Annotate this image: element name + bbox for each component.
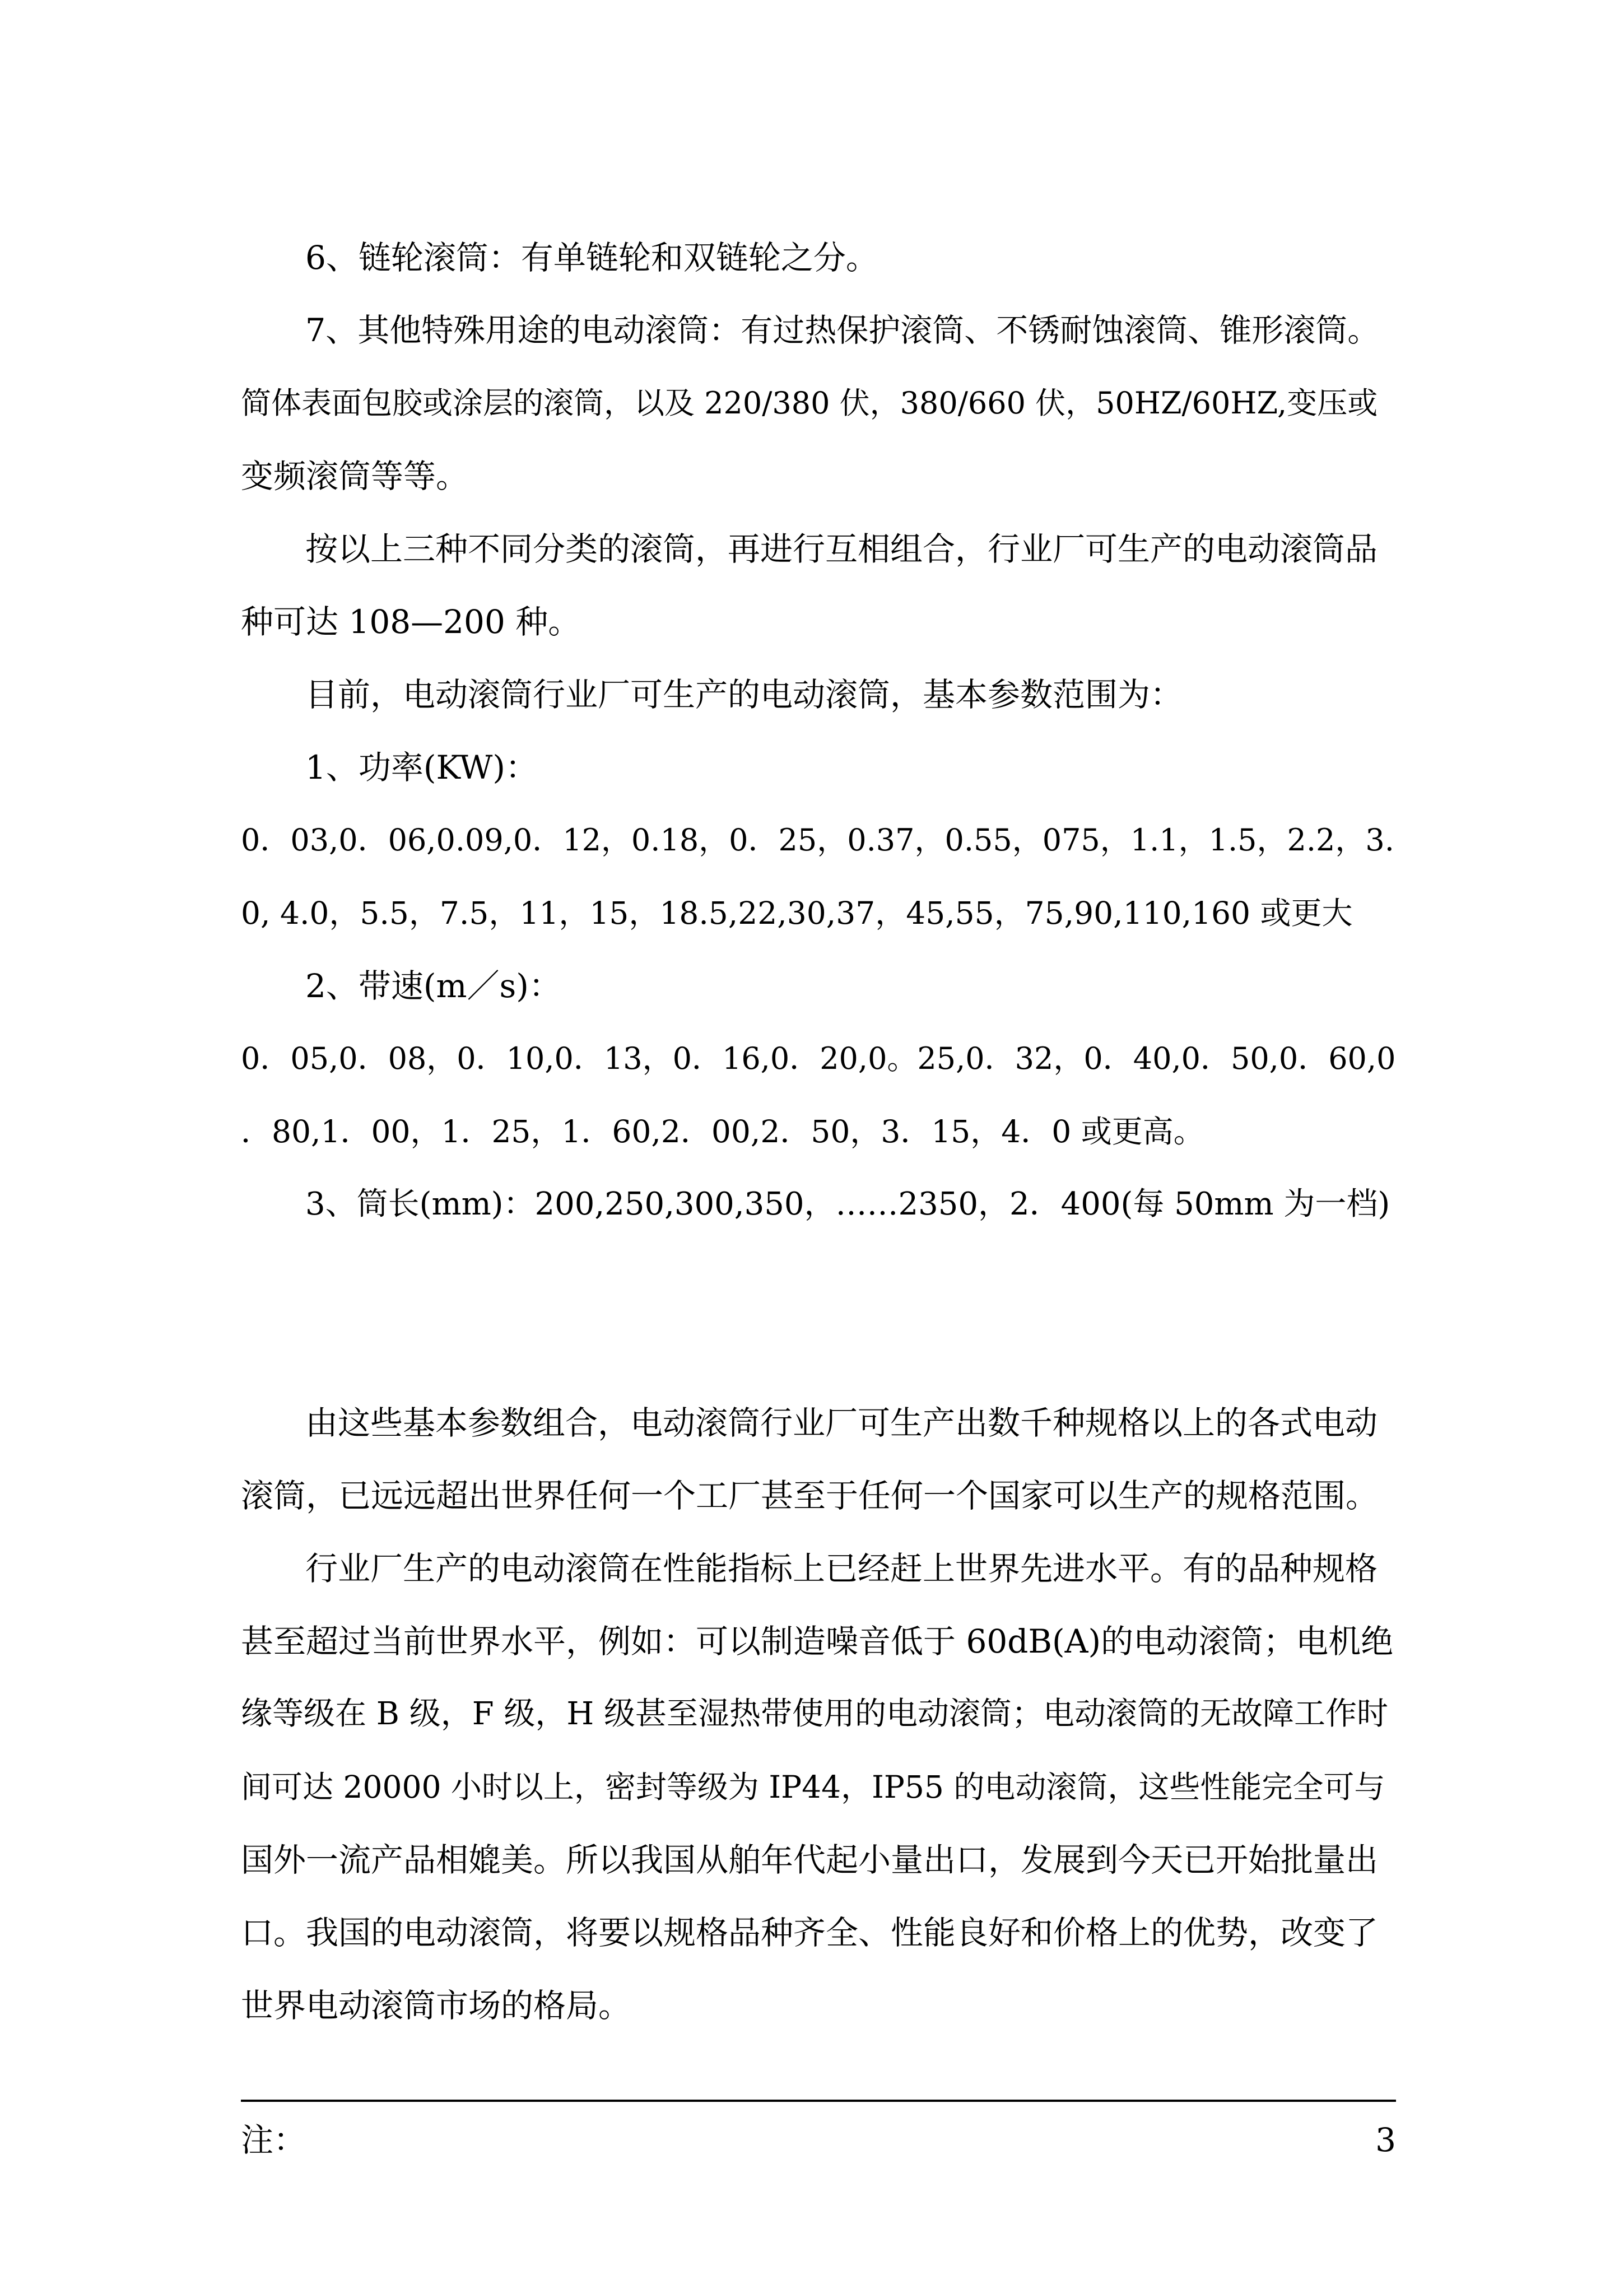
text-line: 滚筒，已远远超出世界任何一个工厂甚至于任何一个国家可以生产的规格范围。 — [241, 1477, 1379, 1515]
text-line: 按以上三种不同分类的滚筒，再进行互相组合，行业厂可生产的电动滚筒品 — [305, 530, 1378, 568]
text-line: ．80,1．00，1．25，1．60,2．00,2．50，3．15，4．0 或更高。 — [241, 1114, 1204, 1150]
text-line: 甚至超过当前世界水平，例如：可以制造噪音低于 60dB(A)的电动滚筒；电机绝 — [241, 1622, 1394, 1660]
footer-divider — [241, 2100, 1396, 2102]
text-line: 0, 4.0，5.5，7.5，11，15，18.5,22,30,37，45,55，75,90,110,160 或更大 — [241, 895, 1353, 931]
text-line: 6、链轮滚筒：有单链轮和双链轮之分。 — [305, 239, 878, 277]
text-line: 国外一流产品相媲美。所以我国从舶年代起小量出口，发展到今天已开始批量出 — [241, 1841, 1379, 1879]
text-line: 简体表面包胶或涂层的滚筒，以及 220/380 伏，380/660 伏，50HZ/60HZ,变压或 — [241, 385, 1378, 421]
text-line: 3、筒长(mm)：200,250,300,350，……2350，2．400(每 50mm 为一档) — [305, 1186, 1390, 1222]
footer-note-label: 注： — [241, 2121, 306, 2159]
text-line: 0．03,0．06,0.09,0．12，0.18，0．25，0.37，0.55，075，1.1，1.5，2.2，3. — [241, 822, 1394, 858]
text-line: 世界电动滚筒市场的格局。 — [241, 1986, 631, 2025]
text-line: 变频滚筒等等。 — [241, 457, 469, 495]
text-line: 种可达 108—200 种。 — [241, 603, 581, 641]
text-line: 0．05,0．08，0．10,0．13，0．16,0．20,0。25,0．32，0．40,0．50,0．60,0 — [241, 1041, 1396, 1076]
text-line: 间可达 20000 小时以上，密封等级为 IP44，IP55 的电动滚筒，这些性能完全可与 — [241, 1769, 1385, 1805]
text-line: 2、带速(m／s)： — [305, 967, 561, 1005]
text-line: 1、功率(KW)： — [305, 748, 538, 787]
text-line: 行业厂生产的电动滚筒在性能指标上已经赶上世界先进水平。有的品种规格 — [305, 1550, 1378, 1588]
text-line: 口。我国的电动滚筒，将要以规格品种齐全、性能良好和价格上的优势，改变了 — [241, 1914, 1379, 1952]
text-line: 目前，电动滚筒行业厂可生产的电动滚筒，基本参数范围为： — [305, 676, 1183, 714]
text-line: 7、其他特殊用途的电动滚筒：有过热保护滚筒、不锈耐蚀滚筒、锥形滚筒。 — [305, 312, 1380, 349]
text-line: 缘等级在 B 级，F 级，H 级甚至湿热带使用的电动滚筒；电动滚筒的无故障工作时 — [241, 1696, 1389, 1732]
text-line: 由这些基本参数组合，电动滚筒行业厂可生产出数千种规格以上的各式电动 — [305, 1404, 1378, 1442]
page-number: 3 — [1375, 2121, 1396, 2159]
